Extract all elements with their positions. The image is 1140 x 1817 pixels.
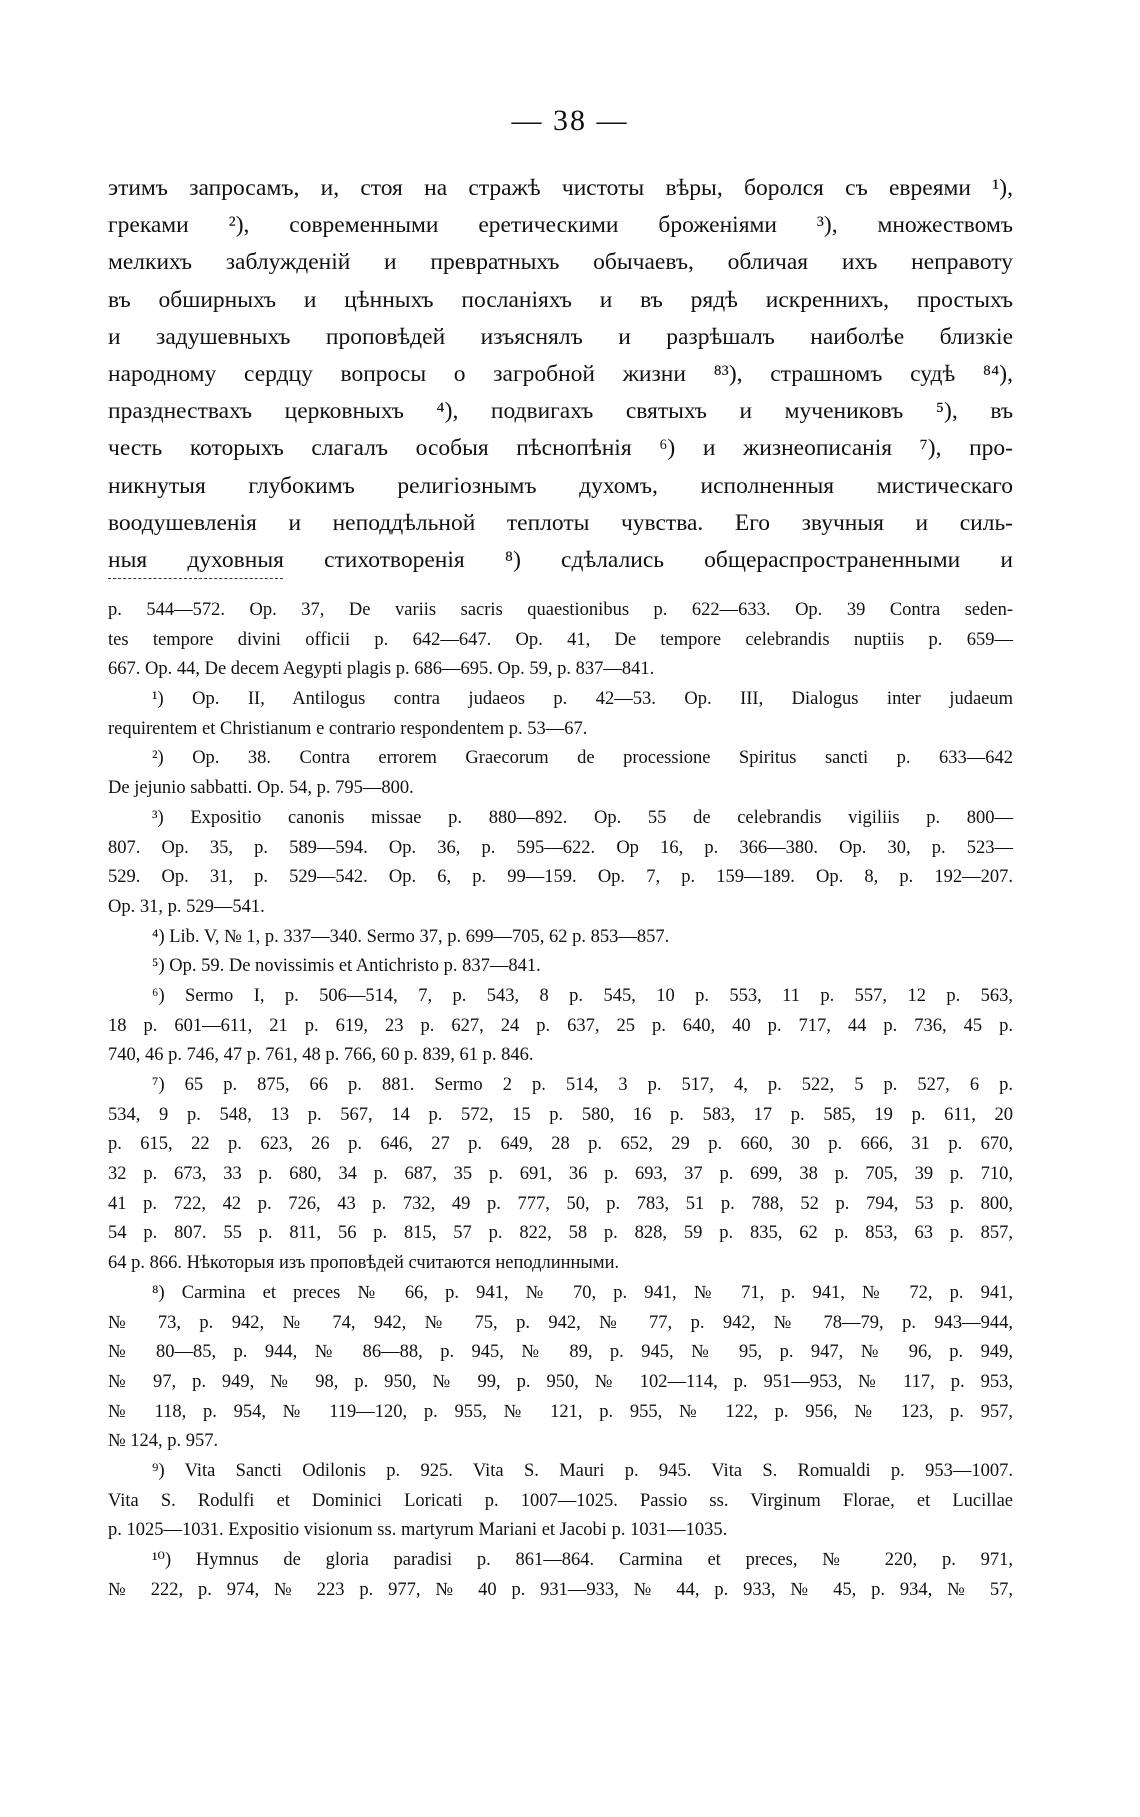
- footnote-line: р. 544—572. Op. 37, De variis sacris quaestionibus p. 622—633. Op. 39 Contra seden-: [108, 600, 1013, 620]
- main-text-line: и задушевныхъ проповѣдей изъяснялъ и разрѣшалъ наиболѣе близкіе: [108, 323, 1013, 350]
- main-text-body: [108, 170, 1013, 579]
- footnote-line: № 97, p. 949, № 98, p. 950, № 99, p. 950, № 102—114, p. 951—953, № 117, p. 953,: [108, 1371, 1013, 1392]
- footnote-line: 740, 46 p. 746, 47 p. 761, 48 p. 766, 60 p. 839, 61 p. 846.: [108, 1045, 534, 1066]
- footnote-line: 18 p. 601—611, 21 p. 619, 23 p. 627, 24 p. 637, 25 p. 640, 40 p. 717, 44 p. 736, 45 p.: [108, 1015, 1013, 1036]
- footnote-line: 667. Op. 44, De decem Aegypti plagis p. 686—695. Op. 59, p. 837—841.: [108, 659, 655, 680]
- main-text-line: въ обширныхъ и цѣнныхъ посланіяхъ и въ рядѣ искреннихъ, простыхъ: [108, 286, 1013, 313]
- footnote-line: 534, 9 p. 548, 13 p. 567, 14 p. 572, 15 p. 580, 16 p. 583, 17 p. 585, 19 p. 611, 20: [108, 1104, 1013, 1125]
- page-number: — 38 —: [511, 104, 629, 137]
- footnote-line: ⁹) Vita Sancti Odilonis p. 925. Vita S. Mauri p. 945. Vita S. Romualdi p. 953—1007.: [152, 1460, 1013, 1481]
- footnote-line: 807. Op. 35, p. 589—594. Op. 36, p. 595—622. Op 16, p. 366—380. Op. 30, p. 523—: [108, 837, 1013, 858]
- footnote-line: Op. 31, p. 529—541.: [108, 896, 265, 917]
- footnote-line: 64 p. 866. Нѣкоторыя изъ проповѣдей считаются неподлинными.: [108, 1253, 620, 1274]
- main-text-line: воодушевленія и неподдѣльной теплоты чувства. Его звучныя и силь-: [108, 509, 1013, 536]
- footnote-line: 529. Op. 31, p. 529—542. Op. 6, p. 99—159. Op. 7, p. 159—189. Op. 8, p. 192—207.: [108, 867, 1013, 888]
- footnote-line: ⁵) Op. 59. De novissimis et Antichristo p. 837—841.: [152, 956, 541, 977]
- footnote-line: ⁶) Sermo I, p. 506—514, 7, p. 543, 8 p. 545, 10 p. 553, 11 p. 557, 12 p. 563,: [152, 985, 1013, 1006]
- footnote-line: № 118, p. 954, № 119—120, p. 955, № 121, p. 955, № 122, p. 956, № 123, p. 957,: [108, 1401, 1013, 1422]
- footnote-line: № 222, p. 974, № 223 p. 977, № 40 p. 931—933, № 44, p. 933, № 45, p. 934, № 57,: [108, 1579, 1013, 1600]
- footnote-line: ⁸) Carmina et preces № 66, p. 941, № 70, p. 941, № 71, p. 941, № 72, p. 941,: [152, 1282, 1013, 1303]
- main-text-line: ныя духовныя стихотворенія ⁸) сдѣлались общераспространенными и: [108, 546, 1013, 573]
- footnote-line: ⁴) Lib. V, № 1, p. 337—340. Sermo 37, p. 699—705, 62 p. 853—857.: [152, 926, 670, 947]
- footnote-line: tes tempore divini officii p. 642—647. Op. 41, De tempore celebrandis nuptiis p. 659—: [108, 629, 1013, 650]
- footnote-line: Vita S. Rodulfi et Dominici Loricati p. 1007—1025. Passio ss. Virginum Florae, et Lucillae: [108, 1490, 1013, 1511]
- footnote-line: ⁷) 65 p. 875, 66 p. 881. Sermo 2 p. 514, 3 p. 517, 4, p. 522, 5 p. 527, 6 p.: [152, 1075, 1013, 1095]
- footnote-line: № 73, p. 942, № 74, 942, № 75, p. 942, № 77, p. 942, № 78—79, p. 943—944,: [108, 1312, 1013, 1333]
- footnote-line: De jejunio sabbatti. Op. 54, p. 795—800.: [108, 778, 414, 799]
- footnote-line: 41 p. 722, 42 p. 726, 43 p. 732, 49 p. 777, 50, p. 783, 51 p. 788, 52 p. 794, 53 p. 800,: [108, 1193, 1013, 1214]
- footnote-line: ³) Expositio canonis missae p. 880—892. Op. 55 de celebrandis vigiliis p. 800—: [152, 807, 1013, 828]
- footnote-separator: [108, 578, 283, 579]
- main-text-line: этимъ запросамъ, и, стоя на стражѣ чистоты вѣры, боролся съ евреями ¹),: [108, 175, 1013, 201]
- footnote-line: 54 p. 807. 55 p. 811, 56 p. 815, 57 p. 822, 58 p. 828, 59 p. 835, 62 p. 853, 63 p. 857,: [108, 1223, 1013, 1244]
- main-text-line: никнутыя глубокимъ религіознымъ духомъ, исполненныя мистическаго: [108, 472, 1013, 499]
- main-text-line: честь которыхъ слагалъ особыя пѣснопѣнія ⁶) и жизнеописанія ⁷), про-: [108, 435, 1013, 462]
- footnote-line: № 124, p. 957.: [108, 1431, 219, 1452]
- main-text-line: греками ²), современными еретическими броженіями ³), множествомъ: [108, 212, 1013, 239]
- main-text-line: мелкихъ заблужденій и превратныхъ обычаевъ, обличая ихъ неправоту: [108, 249, 1013, 276]
- footnote-line: p. 1025—1031. Expositio visionum ss. martyrum Mariani et Jacobi p. 1031—1035.: [108, 1520, 728, 1541]
- footnote-line: 32 p. 673, 33 p. 680, 34 p. 687, 35 p. 691, 36 p. 693, 37 p. 699, 38 p. 705, 39 p. 710,: [108, 1164, 1013, 1185]
- main-text-line: народному сердцу вопросы о загробной жизни ⁸³), страшномъ судѣ ⁸⁴),: [108, 360, 1013, 387]
- footnote-line: p. 615, 22 p. 623, 26 p. 646, 27 p. 649, 28 p. 652, 29 p. 660, 30 p. 666, 31 p. 670,: [108, 1134, 1013, 1155]
- footnote-line: ¹⁰) Hymnus de gloria paradisi p. 861—864. Carmina et preces, № 220, p. 971,: [152, 1550, 1013, 1570]
- footnote-line: ¹) Op. II, Antilogus contra judaeos p. 42—53. Op. III, Dialogus inter judaeum: [152, 689, 1013, 710]
- footnote-line: ²) Op. 38. Contra errorem Graecorum de processione Spiritus sancti p. 633—642: [152, 748, 1013, 769]
- footnote-line: requirentem et Christianum e contrario respondentem p. 53—67.: [108, 718, 588, 739]
- footnote-line: № 80—85, p. 944, № 86—88, p. 945, № 89, p. 945, № 95, p. 947, № 96, p. 949,: [108, 1342, 1013, 1363]
- main-text-line: празднествахъ церковныхъ ⁴), подвигахъ святыхъ и мучениковъ ⁵), въ: [108, 398, 1013, 425]
- footnotes-section: [108, 596, 1013, 1605]
